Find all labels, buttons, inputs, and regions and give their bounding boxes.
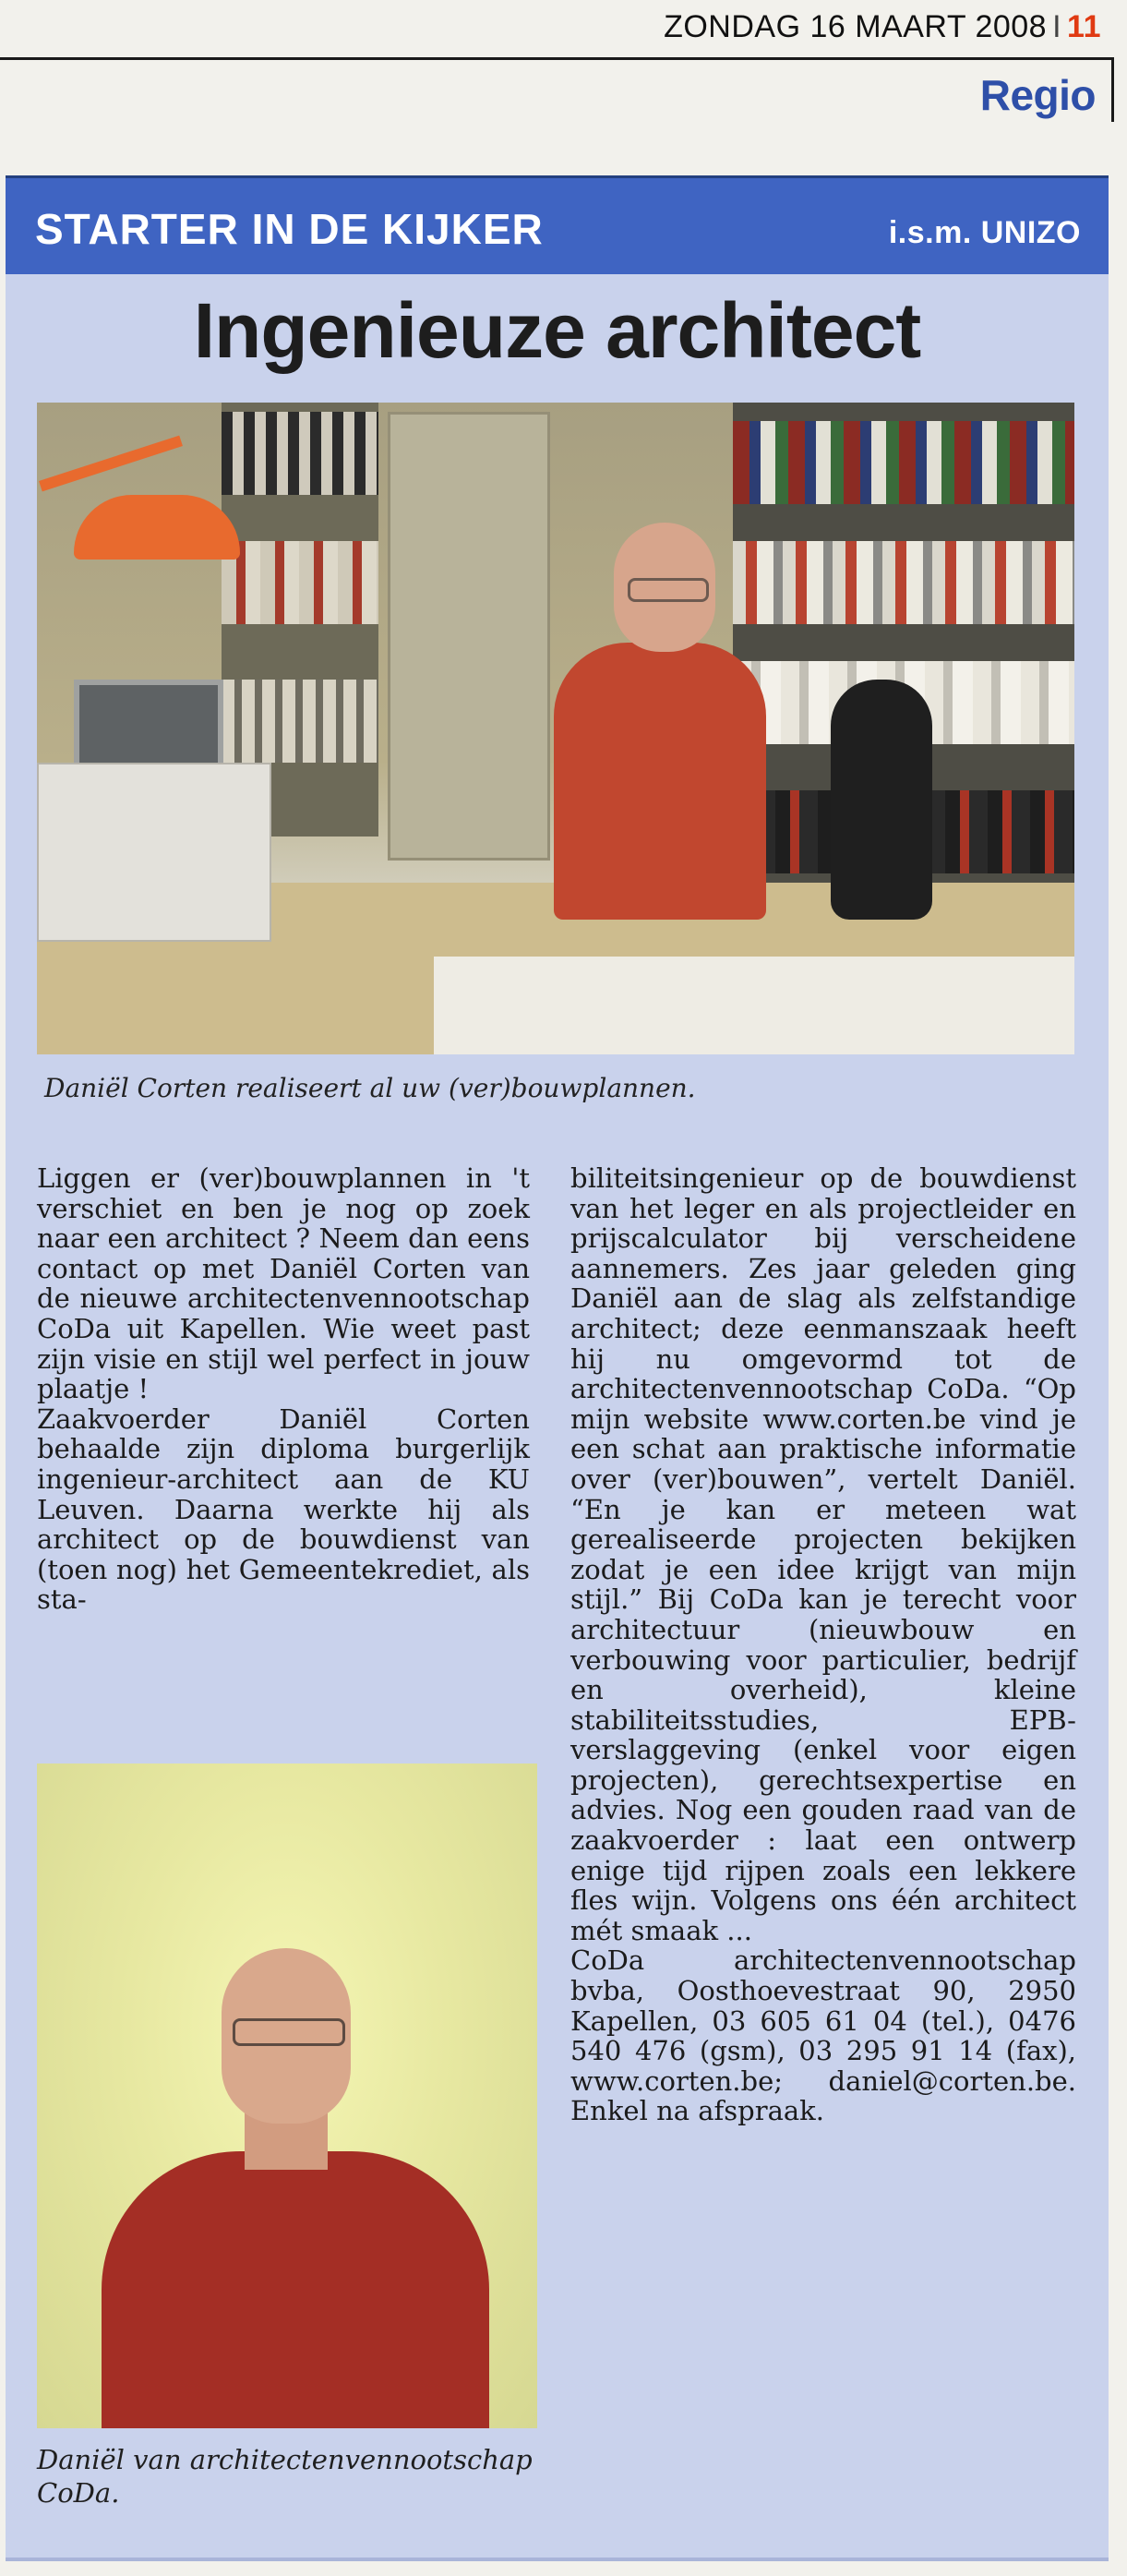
glasses [233,2018,345,2046]
cabinet-door [388,412,550,861]
page-number: 11 [1067,9,1101,44]
article [6,175,1109,2558]
banner-partner: i.s.m. UNIZO [888,215,1081,250]
desk-lamp [74,495,240,560]
books-row [733,541,1074,624]
computer-monitor [74,680,223,774]
contact-info: CoDa architectenvennootschap bvba, Oosthoevestraat 90, 2950 Kapellen, 03 605 61 04 (tel.), 0476 540 476 (gsm), 03 295 91 14 (fax), www.corten.be; daniel@corten.be. Enkel na afspraak. [570,1944,1076,2127]
banner-label: STARTER IN DE KIJKER [35,205,544,253]
article-column-1 [37,1163,530,1615]
office-photo [37,403,1074,1054]
desk-lamp-arm [39,436,183,492]
printer [37,763,271,942]
office-photo-caption: Daniël Corten realiseert al uw (ver)bouwplannen. [44,1073,696,1103]
drawings-on-desk [434,957,1074,1054]
books-row [733,421,1074,504]
paragraph: Zaakvoerder Daniël Corten behaalde zijn diploma burgerlijk ingenieur-architect aan de KU Leuven. Daarna werkte hij als architect op de bouwdienst van (toen nog) het Gemeentekrediet, als sta- [37,1402,530,1616]
portrait-photo [37,1763,537,2428]
article-banner [6,175,1109,274]
masthead [0,0,1127,138]
books-row [222,412,378,495]
books-row [222,541,378,624]
article-column-2 [570,1163,1076,2126]
paragraph: Liggen er (ver)bouwplannen in 't verschiet en ben je nog op zoek naar een architect ? Neem dan eens contact op met Daniël Corten van de nieuwe architectenvennootschap CoDa uit Kapellen. Wie weet past zijn visie en stijl wel perfect in jouw plaatje ! [37,1162,530,1405]
portrait-caption: Daniël van architectenvennootschap CoDa. [37,2444,533,2509]
glasses [628,578,709,602]
office-chair [831,680,932,920]
architect-figure [554,643,766,920]
section-label: Regio [979,71,1096,119]
article-headline: Ingenieuze architect [193,287,921,374]
header-vertical-rule [1111,57,1114,122]
portrait-shirt [102,2151,489,2428]
date-line [664,9,1101,45]
books-row [222,680,378,763]
header-rule [0,57,1114,60]
date-separator: I [1052,9,1062,44]
issue-date: ZONDAG 16 MAART 2008 [664,9,1048,44]
article-bottom-edge [6,2558,1109,2561]
paragraph: biliteitsingenieur op de bouwdienst van het leger en als projectleider en prijscalculator bij verscheidene aannemers. Zes jaar geleden ging Daniël aan de slag als zelfstandige architect; deze eenmanszaak heeft hij nu omgevormd tot de architectenvennootschap CoDa. “Op mijn website www.corten.be vind je een schat aan praktische informatie over (ver)bouwen”, vertelt Daniël. “En je kan er meteen wat gerealiseerde projecten bekijken zodat je een idee krijgt van mijn stijl.” Bij CoDa kan je terecht voor architectuur (nieuwbouw en verbouwing voor particulier, bedrijf en overheid), kleine stabiliteitsstudies, EPB-verslaggeving (enkel voor eigen projecten), gerechtsexpertise en advies. Nog een gouden raad van de zaakvoerder : laat een ontwerp enige tijd rijpen zoals een lekkere fles wijn. Volgens ons één architect mét smaak ... [570,1162,1076,1946]
